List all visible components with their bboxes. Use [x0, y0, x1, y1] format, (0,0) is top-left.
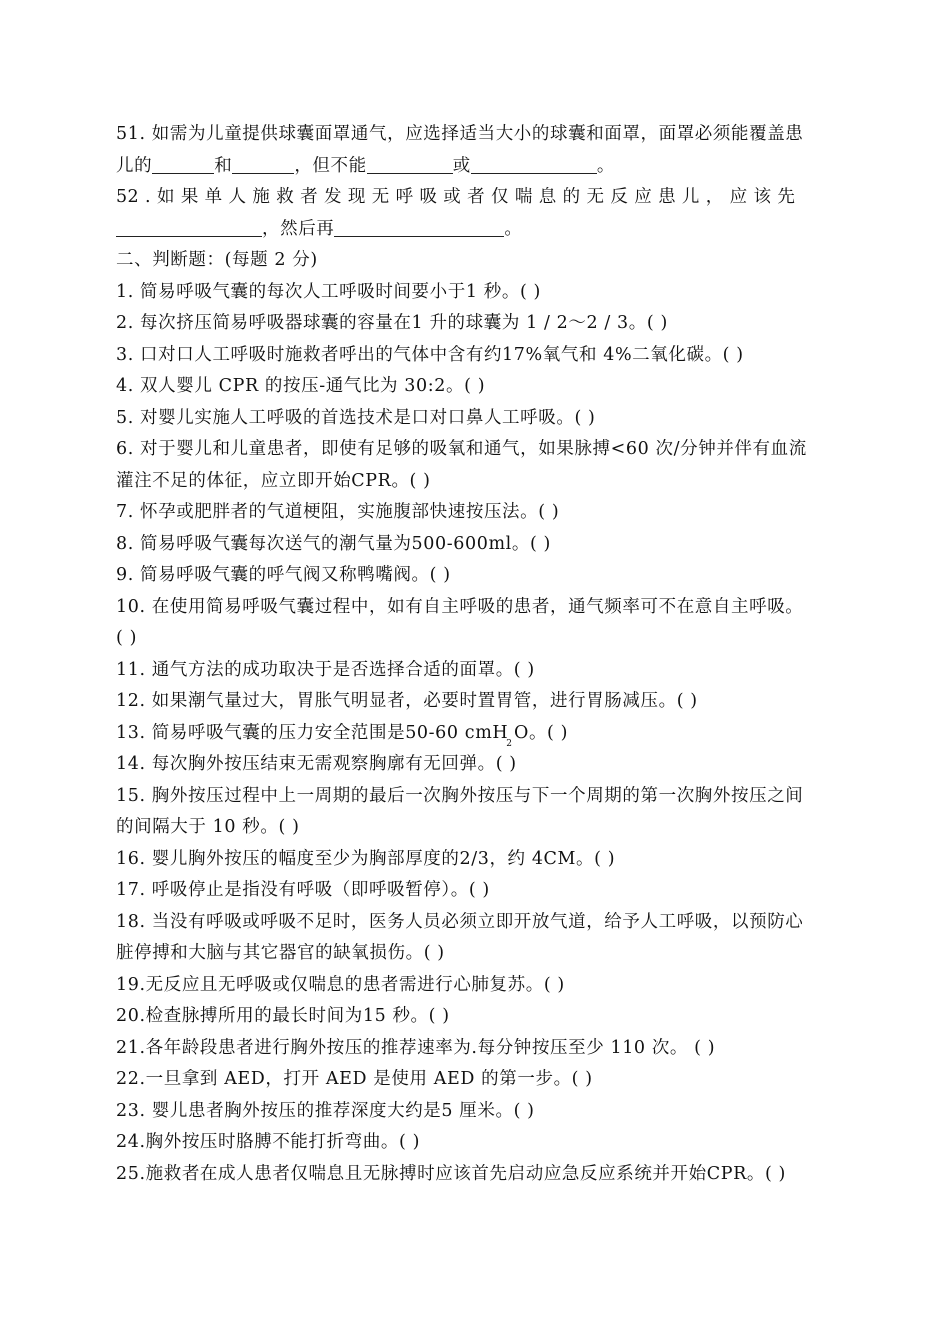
exam-content	[116, 119, 850, 1190]
q51-or: 或	[452, 155, 471, 176]
question-line: 23. 婴儿患者胸外按压的推荐深度大约是5 厘米。( )	[116, 1100, 535, 1121]
question-line: 12. 如果潮气量过大，胃胀气明显者，必要时置胃管，进行胃肠减压。( )	[116, 691, 698, 711]
question-line: 6. 对于婴儿和儿童患者，即使有足够的吸氧和通气，如果脉搏<60 次/分钟并伴有血流	[116, 439, 807, 459]
q51-blank-3[interactable]	[367, 153, 453, 174]
question-line: 24.胸外按压时胳膊不能打折弯曲。( )	[116, 1132, 421, 1152]
question-line: 21.各年龄段患者进行胸外按压的推荐速率为.每分钟按压至少 110 次。 ( )	[116, 1037, 716, 1058]
q13-text: 13. 简易呼吸气囊的压力安全范围是50-60 cmH	[116, 722, 509, 743]
question-line: 20.检查脉搏所用的最长时间为15 秒。( )	[116, 1006, 450, 1026]
q52-blank-2[interactable]	[334, 216, 504, 237]
question-line: 19.无反应且无呼吸或仅喘息的患者需进行心肺复苏。( )	[116, 974, 565, 995]
question-line: 9. 简易呼吸气囊的呼气阀又称鸭嘴阀。( )	[116, 565, 451, 585]
question-line: 脏停搏和大脑与其它器官的缺氧损伤。( )	[116, 943, 445, 963]
q13-tail: O。( )	[514, 722, 569, 743]
q13-subscript: 2	[506, 738, 512, 749]
q52-end: 。	[504, 218, 523, 239]
question-line: 15. 胸外按压过程中上一周期的最后一次胸外按压与下一个周期的第一次胸外按压之间	[116, 785, 804, 806]
question-line: 8. 简易呼吸气囊每次送气的潮气量为500-600ml。( )	[116, 533, 551, 554]
question-line: ( )	[116, 628, 138, 648]
question-13-line	[116, 718, 850, 750]
question-line: 22.一旦拿到 AED，打开 AED 是使用 AED 的第一步。( )	[116, 1069, 593, 1089]
question-line: 25.施救者在成人患者仅喘息且无脉搏时应该首先启动应急反应系统并开始CPR。( )	[116, 1163, 786, 1184]
question-line: 1. 简易呼吸气囊的每次人工呼吸时间要小于1 秒。( )	[116, 281, 541, 302]
question-line: 灌注不足的体征，应立即开始CPR。( )	[116, 470, 431, 491]
q52-mid: ，然后再	[262, 218, 335, 239]
question-line: 14. 每次胸外按压结束无需观察胸廓有无回弹。( )	[116, 754, 517, 774]
q52-line-2	[116, 214, 850, 246]
q51-blank-2[interactable]	[232, 153, 294, 174]
question-line: 4. 双人婴儿 CPR 的按压-通气比为 30:2。( )	[116, 376, 486, 396]
q51-blank-4[interactable]	[471, 153, 597, 174]
q51-end: 。	[596, 155, 615, 176]
q51-and: 和	[214, 155, 233, 176]
q51-but: ，但不能	[294, 155, 367, 176]
question-line: 16. 婴儿胸外按压的幅度至少为胸部厚度的2/3，约 4CM。( )	[116, 848, 616, 869]
question-line: 17. 呼吸停止是指没有呼吸（即呼吸暂停）。( )	[116, 880, 490, 900]
q51-line-1: 51. 如需为儿童提供球囊面罩通气，应选择适当大小的球囊和面罩，面罩必须能覆盖患	[116, 124, 804, 144]
question-line: 10. 在使用简易呼吸气囊过程中，如有自主呼吸的患者，通气频率可不在意自主呼吸。	[116, 596, 804, 617]
q51-prefix: 儿的	[116, 155, 153, 176]
question-line: 3. 口对口人工呼吸时施救者呼出的气体中含有约17%氧气和 4%二氧化碳。( )	[116, 344, 744, 365]
q51-blank-1[interactable]	[152, 153, 214, 174]
q52-blank-1[interactable]	[116, 216, 262, 237]
question-line: 18. 当没有呼吸或呼吸不足时，医务人员必须立即开放气道，给予人工呼吸，以预防心	[116, 911, 804, 932]
q51-line-2	[116, 151, 850, 183]
question-line: 7. 怀孕或肥胖者的气道梗阻，实施腹部快速按压法。( )	[116, 502, 560, 522]
question-line: 5. 对婴儿实施人工呼吸的首选技术是口对口鼻人工呼吸。( )	[116, 407, 596, 428]
q52-line-1: 52 . 如 果 单 人 施 救 者 发 现 无 呼 吸 或 者 仅 喘 息 的 无 反 应 患 儿 ， 应 该 先	[116, 187, 796, 207]
section-title: 二、判断题：(每题 2 分)	[116, 250, 318, 270]
question-line: 的间隔大于 10 秒。( )	[116, 817, 300, 837]
question-line: 11. 通气方法的成功取决于是否选择合适的面罩。( )	[116, 659, 535, 680]
question-line: 2. 每次挤压简易呼吸器球囊的容量在1 升的球囊为 1 / 2～2 / 3。( )	[116, 313, 668, 333]
